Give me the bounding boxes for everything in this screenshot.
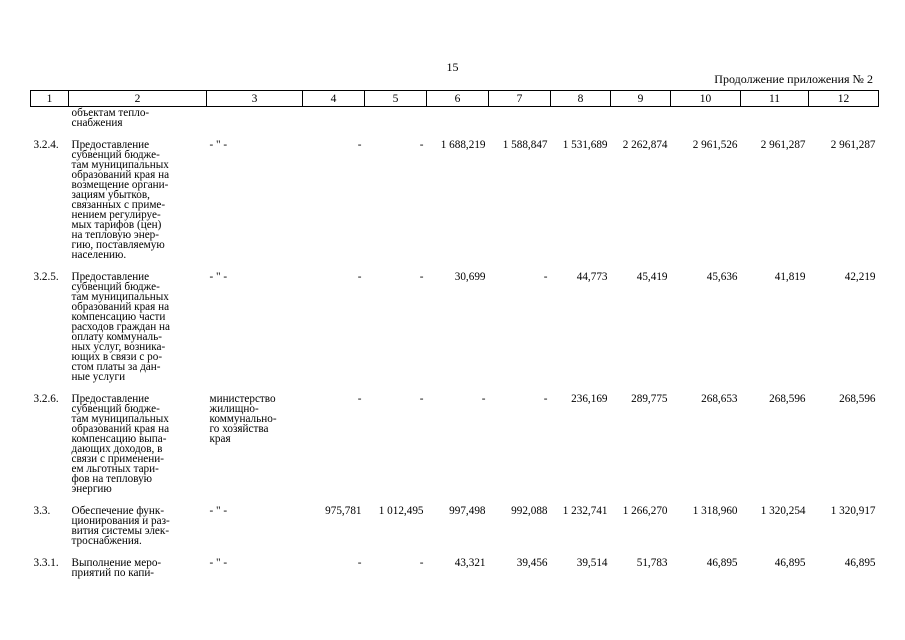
row-code: 3.2.4. xyxy=(33,139,59,151)
row-value: 236,169 xyxy=(571,393,608,405)
row-code: 3.3.1. xyxy=(33,557,59,569)
row-value xyxy=(611,107,671,130)
row-value: 975,781 xyxy=(325,505,362,517)
row-value: 992,088 xyxy=(511,505,548,517)
row-value xyxy=(551,107,611,130)
row-value: 1 318,960 xyxy=(692,505,738,517)
row-value: 43,321 xyxy=(454,557,486,569)
row-value: 46,895 xyxy=(844,557,876,569)
row-value: 268,596 xyxy=(839,393,876,405)
column-header: 5 xyxy=(365,91,427,107)
table-row xyxy=(31,261,879,383)
row-code: 3.2.6. xyxy=(33,393,59,405)
row-value: - xyxy=(357,139,362,151)
row-value: 1 266,270 xyxy=(622,505,668,517)
row-value xyxy=(303,107,365,130)
row-executor: - " - xyxy=(209,557,228,569)
row-value: - xyxy=(543,393,548,405)
table-body xyxy=(31,107,879,580)
row-value: 45,419 xyxy=(636,271,668,283)
row-value: 289,775 xyxy=(631,393,668,405)
row-value: - xyxy=(419,139,424,151)
page-number: 15 xyxy=(446,60,459,74)
row-value xyxy=(427,107,489,130)
column-header: 1 xyxy=(31,91,69,107)
row-value: 30,699 xyxy=(454,271,486,283)
row-description: Обеспечение функ- ционирования и раз- вития системы элек- троснабжения. xyxy=(71,505,170,547)
row-description: Предоставление субвенций бюдже- там муниципальных образований края на компенсацию части расходов граждан на оплату коммуналь- ных услуг, возника- ющих в связи с ро- стом платы за дан- ные услуги xyxy=(71,271,170,383)
column-header: 8 xyxy=(551,91,611,107)
row-value: 2 961,526 xyxy=(692,139,738,151)
row-value: 42,219 xyxy=(844,271,876,283)
column-header: 12 xyxy=(809,91,879,107)
row-value: - xyxy=(481,393,486,405)
row-value: 1 688,219 xyxy=(440,139,486,151)
row-value: - xyxy=(419,557,424,569)
row-value: 1 320,917 xyxy=(830,505,876,517)
row-value: 1 531,689 xyxy=(562,139,608,151)
row-value: 1 588,847 xyxy=(502,139,548,151)
budget-table xyxy=(30,90,879,579)
row-value: 39,456 xyxy=(516,557,548,569)
column-header: 4 xyxy=(303,91,365,107)
row-value: 1 320,254 xyxy=(760,505,806,517)
row-value: 1 012,495 xyxy=(378,505,424,517)
row-value: 2 961,287 xyxy=(830,139,876,151)
table-row xyxy=(31,495,879,547)
row-value xyxy=(489,107,551,130)
row-value xyxy=(365,107,427,130)
row-description: Предоставление субвенций бюдже- там муниципальных образований края на компенсацию выпа- дающих доходов, в связи с применени- ем льготных тари- фов на тепловую энергию xyxy=(71,393,170,495)
row-value: 2 961,287 xyxy=(760,139,806,151)
row-code: 3.3. xyxy=(33,505,51,517)
row-value: - xyxy=(419,271,424,283)
row-value: 44,773 xyxy=(576,271,608,283)
table-row xyxy=(31,383,879,495)
column-header: 9 xyxy=(611,91,671,107)
row-value: 51,783 xyxy=(636,557,668,569)
row-value: 268,596 xyxy=(769,393,806,405)
row-description: Предоставление субвенций бюдже- там муниципальных образований края на возмещение органи- зациям убытков, связанных с приме- нением регулируе- мых тарифов (цен) на тепловую энер- гию, поставляемую населению. xyxy=(71,139,170,261)
row-value: 997,498 xyxy=(449,505,486,517)
column-header: 3 xyxy=(207,91,303,107)
column-header: 11 xyxy=(741,91,809,107)
column-header: 6 xyxy=(427,91,489,107)
row-value: - xyxy=(419,393,424,405)
row-code: 3.2.5. xyxy=(33,271,59,283)
row-value xyxy=(809,107,879,130)
row-value: - xyxy=(543,271,548,283)
continuation-note: Продолжение приложения № 2 xyxy=(714,72,873,86)
row-executor: - " - xyxy=(209,139,228,151)
column-header: 2 xyxy=(69,91,207,107)
row-value xyxy=(671,107,741,130)
row-value: 46,895 xyxy=(706,557,738,569)
table-row xyxy=(31,129,879,261)
column-header: 10 xyxy=(671,91,741,107)
row-executor: - " - xyxy=(209,271,228,283)
row-value xyxy=(741,107,809,130)
row-value: 46,895 xyxy=(774,557,806,569)
row-executor xyxy=(207,107,303,130)
row-description: Выполнение меро- приятий по капи- xyxy=(71,557,162,579)
row-value: 1 232,741 xyxy=(562,505,608,517)
table-header-row xyxy=(31,91,879,107)
column-header: 7 xyxy=(489,91,551,107)
row-value: 41,819 xyxy=(774,271,806,283)
row-description: объектам тепло- снабжения xyxy=(71,107,150,129)
row-value: 39,514 xyxy=(576,557,608,569)
table-row xyxy=(31,547,879,579)
row-value: 45,636 xyxy=(706,271,738,283)
row-value: 2 262,874 xyxy=(622,139,668,151)
row-value: 268,653 xyxy=(701,393,738,405)
row-executor: - " - xyxy=(209,505,228,517)
row-executor: министерство жилищно- коммунально- го хозяйства края xyxy=(209,393,277,445)
row-value: - xyxy=(357,393,362,405)
row-code xyxy=(31,107,69,130)
row-value: - xyxy=(357,271,362,283)
table-row xyxy=(31,107,879,130)
row-value: - xyxy=(357,557,362,569)
